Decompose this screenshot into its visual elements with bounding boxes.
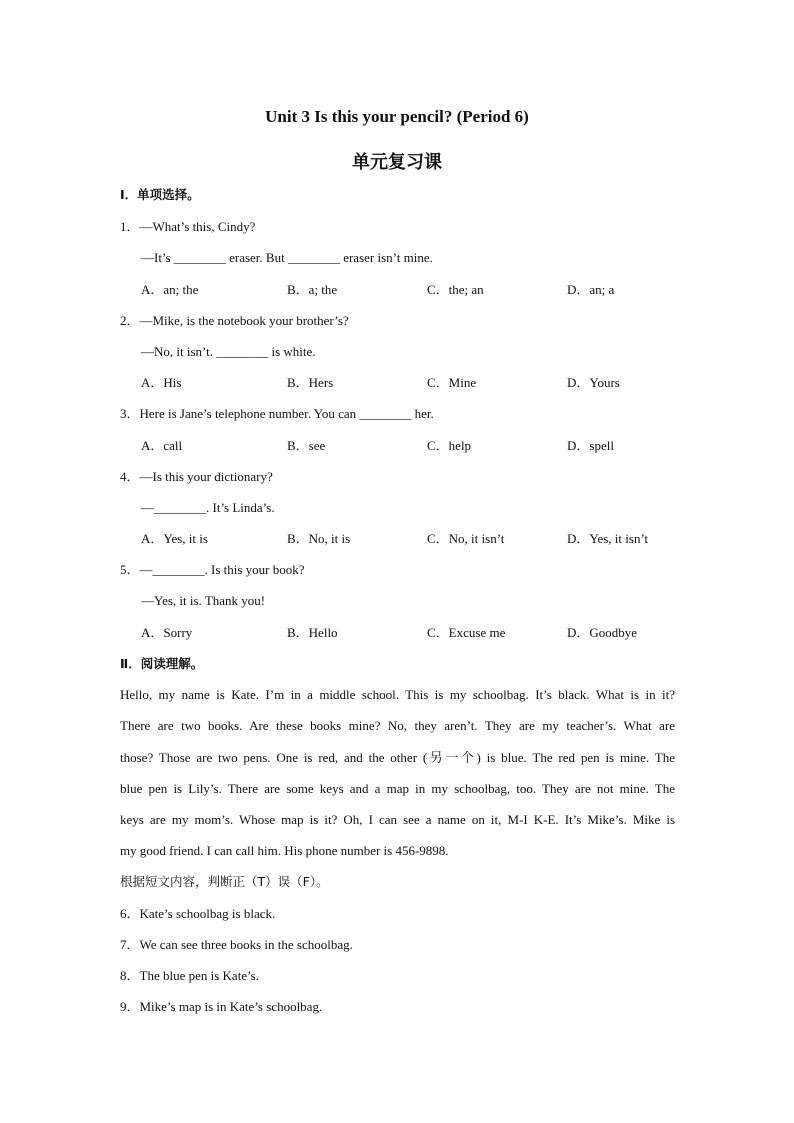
statement-6: 6．Kate’s schoolbag is black. [120,906,276,921]
question-2-line-2: —No, it isn’t. ________ is white. [141,344,316,359]
passage-line: those? Those are two pens. One is red, and the other (另一个) is blue. The red pen is mine. The [120,750,675,765]
question-4-line-2: —________. It’s Linda’s. [141,500,275,515]
question-5-line-1: 5．—________. Is this your book? [120,562,305,577]
question-4-option-d: D．Yes, it isn’t [567,531,649,546]
section-heading-multiple-choice: Ⅰ．单项选择。 [120,187,200,202]
question-5-option-b: B．Hello [287,625,338,640]
question-2-option-a: A．His [141,375,182,390]
question-1-option-a: A．an; the [141,282,199,297]
question-3-option-d: D．spell [567,438,614,453]
question-5-line-2: —Yes, it is. Thank you! [141,593,266,608]
question-4-line-1: 4．—Is this your dictionary? [120,469,273,484]
question-3-option-c: C．help [427,438,472,453]
question-1-option-c: C．the; an [427,282,484,297]
question-2-option-b: B．Hers [287,375,334,390]
true-false-instruction: 根据短文内容，判断正（T）误（F）。 [120,874,329,889]
question-3-option-a: A．call [141,438,183,453]
question-5-option-c: C．Excuse me [427,625,506,640]
question-1-line-1: 1．—What’s this, Cindy? [120,219,256,234]
statement-7: 7．We can see three books in the schoolbag. [120,937,353,952]
question-4-option-a: A．Yes, it is [141,531,208,546]
question-4-option-c: C．No, it isn’t [427,531,505,546]
question-3-option-b: B．see [287,438,326,453]
passage-line: my good friend. I can call him. His phone number is 456-9898. [120,843,449,858]
statement-9: 9．Mike’s map is in Kate’s schoolbag. [120,999,323,1014]
passage-line: blue pen is Lily’s. There are some keys and a map in my schoolbag, too. They are not mine. The [120,781,675,796]
section-heading-reading: Ⅱ．阅读理解。 [120,656,204,671]
question-5-option-d: D．Goodbye [567,625,638,640]
statement-8: 8．The blue pen is Kate’s. [120,968,259,983]
page-subtitle: 单元复习课 [352,152,442,173]
question-2-option-d: D．Yours [567,375,620,390]
question-1-line-2: —It’s ________ eraser. But ________ eraser isn’t mine. [141,250,433,265]
question-1-option-d: D．an; a [567,282,615,297]
question-3-line-1: 3．Here is Jane’s telephone number. You can ________ her. [120,406,434,421]
question-2-line-1: 2．—Mike, is the notebook your brother’s? [120,313,349,328]
passage-line: keys are my mom’s. Whose map is it? Oh, I can see a name on it, M-I K-E. It’s Mike’s. Mike is [120,812,675,827]
passage-line: Hello, my name is Kate. I’m in a middle school. This is my schoolbag. It’s black. What is in it? [120,687,675,702]
question-5-option-a: A．Sorry [141,625,193,640]
passage-line: There are two books. Are these books mine? No, they aren’t. They are my teacher’s. What are [120,718,675,733]
question-4-option-b: B．No, it is [287,531,351,546]
page-title: Unit 3 Is this your pencil? (Period 6) [265,107,529,126]
question-1-option-b: B．a; the [287,282,338,297]
question-2-option-c: C．Mine [427,375,477,390]
